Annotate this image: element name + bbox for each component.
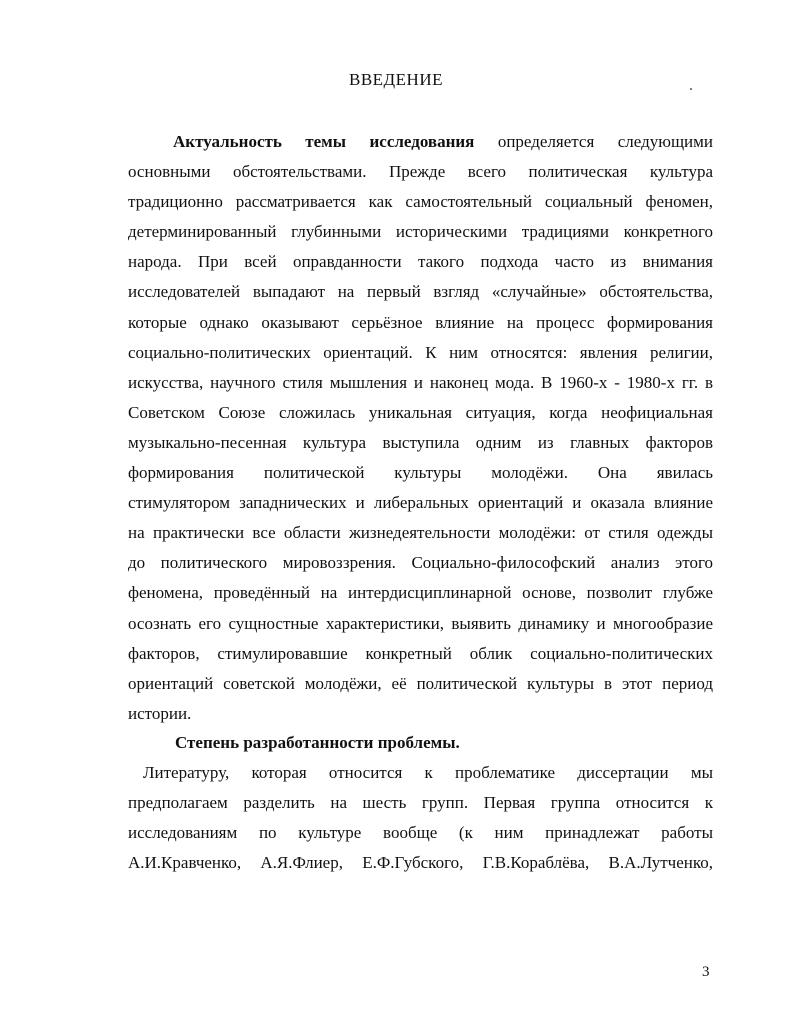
- paragraph-line: формирования политической культуры молодёжи. Она явилась: [128, 463, 713, 483]
- paragraph-literature: [128, 758, 713, 878]
- paragraph-line: народа. При всей оправданности такого подхода часто из внимания: [128, 252, 713, 272]
- paragraph-line: детерминированный глубинными историческими традициями конкретного: [128, 222, 713, 242]
- paragraph-line: основными обстоятельствами. Прежде всего политическая культура: [128, 162, 713, 182]
- page-number: 3: [702, 964, 710, 980]
- paragraph-line: исследованиям по культуре вообще (к ним принадлежат работы: [128, 823, 713, 843]
- paragraph-actuality: [128, 127, 713, 729]
- paragraph-line: искусства, научного стиля мышления и наконец мода. В 1960-х - 1980-х гг. в: [128, 372, 713, 392]
- subsection-heading: Степень разработанности проблемы.: [175, 733, 460, 752]
- paragraph-line: стимулятором западнических и либеральных ориентаций и оказала влияние: [128, 493, 713, 513]
- paragraph-line: истории.: [128, 703, 192, 723]
- paragraph-line: исследователей выпадают на первый взгляд «случайные» обстоятельства,: [128, 282, 713, 302]
- scan-speck: [690, 88, 692, 90]
- paragraph-line: А.И.Кравченко, А.Я.Флиер, Е.Ф.Губского, Г.В.Кораблёва, В.А.Лутченко,: [128, 853, 713, 873]
- line-text: определяется следующими: [497, 132, 713, 151]
- paragraph-line: музыкально-песенная культура выступила одним из главных факторов: [128, 432, 713, 452]
- paragraph-line: ориентаций советской молодёжи, её политической культуры в этот период: [128, 673, 713, 693]
- paragraph-line: предполагаем разделить на шесть групп. Первая группа относится к: [128, 793, 713, 813]
- paragraph-line: [128, 127, 713, 157]
- paragraph-line: феномена, проведённый на интердисциплинарной основе, позволит глубже: [128, 583, 713, 603]
- paragraph-line: до политического мировоззрения. Социально-философский анализ этого: [128, 553, 713, 573]
- paragraph-line: на практически все области жизнедеятельности молодёжи: от стиля одежды: [128, 523, 713, 543]
- paragraph-line: факторов, стимулировавшие конкретный облик социально-политических: [128, 643, 713, 663]
- paragraph-line: Литературу, которая относится к проблематике диссертации мы: [143, 763, 713, 782]
- lead-bold-text: Актуальность темы исследования: [173, 132, 475, 151]
- section-title: ВВЕДЕНИЕ: [349, 70, 443, 89]
- paragraph-line: осознать его сущностные характеристики, выявить динамику и многообразие: [128, 613, 713, 633]
- paragraph-line: традиционно рассматривается как самостоятельный социальный феномен,: [128, 192, 713, 212]
- paragraph-line: социально-политических ориентаций. К ним относятся: явления религии,: [128, 342, 713, 362]
- paragraph-line: которые однако оказывают серьёзное влияние на процесс формирования: [128, 312, 713, 332]
- paragraph-line: Советском Союзе сложилась уникальная ситуация, когда неофициальная: [128, 402, 713, 422]
